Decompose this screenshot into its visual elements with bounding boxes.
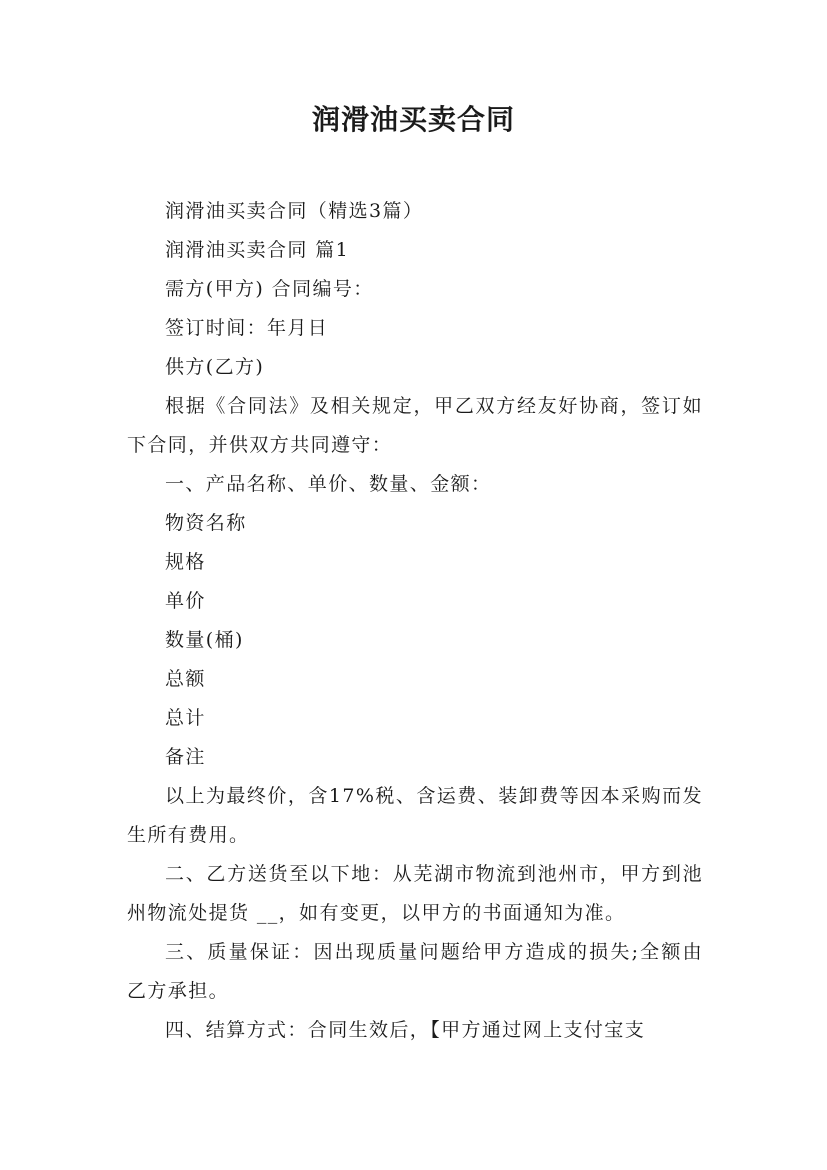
- paragraph-preamble: 根据《合同法》及相关规定，甲乙双方经友好协商，签订如下合同，并供双方共同遵守：: [127, 395, 703, 456]
- paragraph-item-name: 物资名称: [165, 512, 247, 534]
- paragraph-item-total: 总计: [165, 707, 206, 729]
- paragraph-item-unit-price: 单价: [165, 590, 206, 612]
- paragraph-price-note: 以上为最终价，含17%税、含运费、装卸费等因本采购而发生所有费用。: [127, 785, 703, 846]
- paragraph-item-amount: 总额: [165, 668, 206, 690]
- paragraph-clause-1: 一、产品名称、单价、数量、金额：: [165, 473, 492, 495]
- paragraph-sign-date: 签订时间：年月日: [165, 317, 329, 339]
- paragraph-item-spec: 规格: [165, 551, 206, 573]
- paragraph-section-heading: 润滑油买卖合同 篇1: [165, 239, 350, 261]
- paragraph-subtitle: 润滑油买卖合同（精选3篇）: [165, 200, 424, 222]
- paragraph-buyer: 需方(甲方) 合同编号：: [165, 278, 374, 300]
- paragraph-item-quantity: 数量(桶): [165, 629, 244, 651]
- document-title: 润滑油买卖合同: [311, 103, 515, 136]
- paragraph-clause-3: 三、质量保证：因出现质量问题给甲方造成的损失;全额由乙方承担。: [127, 941, 703, 1002]
- paragraph-clause-4: 四、结算方式：合同生效后，【甲方通过网上支付宝支: [165, 1019, 646, 1041]
- paragraph-clause-2: 二、乙方送货至以下地：从芜湖市物流到池州市，甲方到池州物流处提货 __，如有变更，以甲方的书面通知为准。: [127, 863, 703, 924]
- document-body: [127, 192, 703, 1050]
- paragraph-supplier: 供方(乙方): [165, 356, 265, 378]
- paragraph-item-remarks: 备注: [165, 746, 206, 768]
